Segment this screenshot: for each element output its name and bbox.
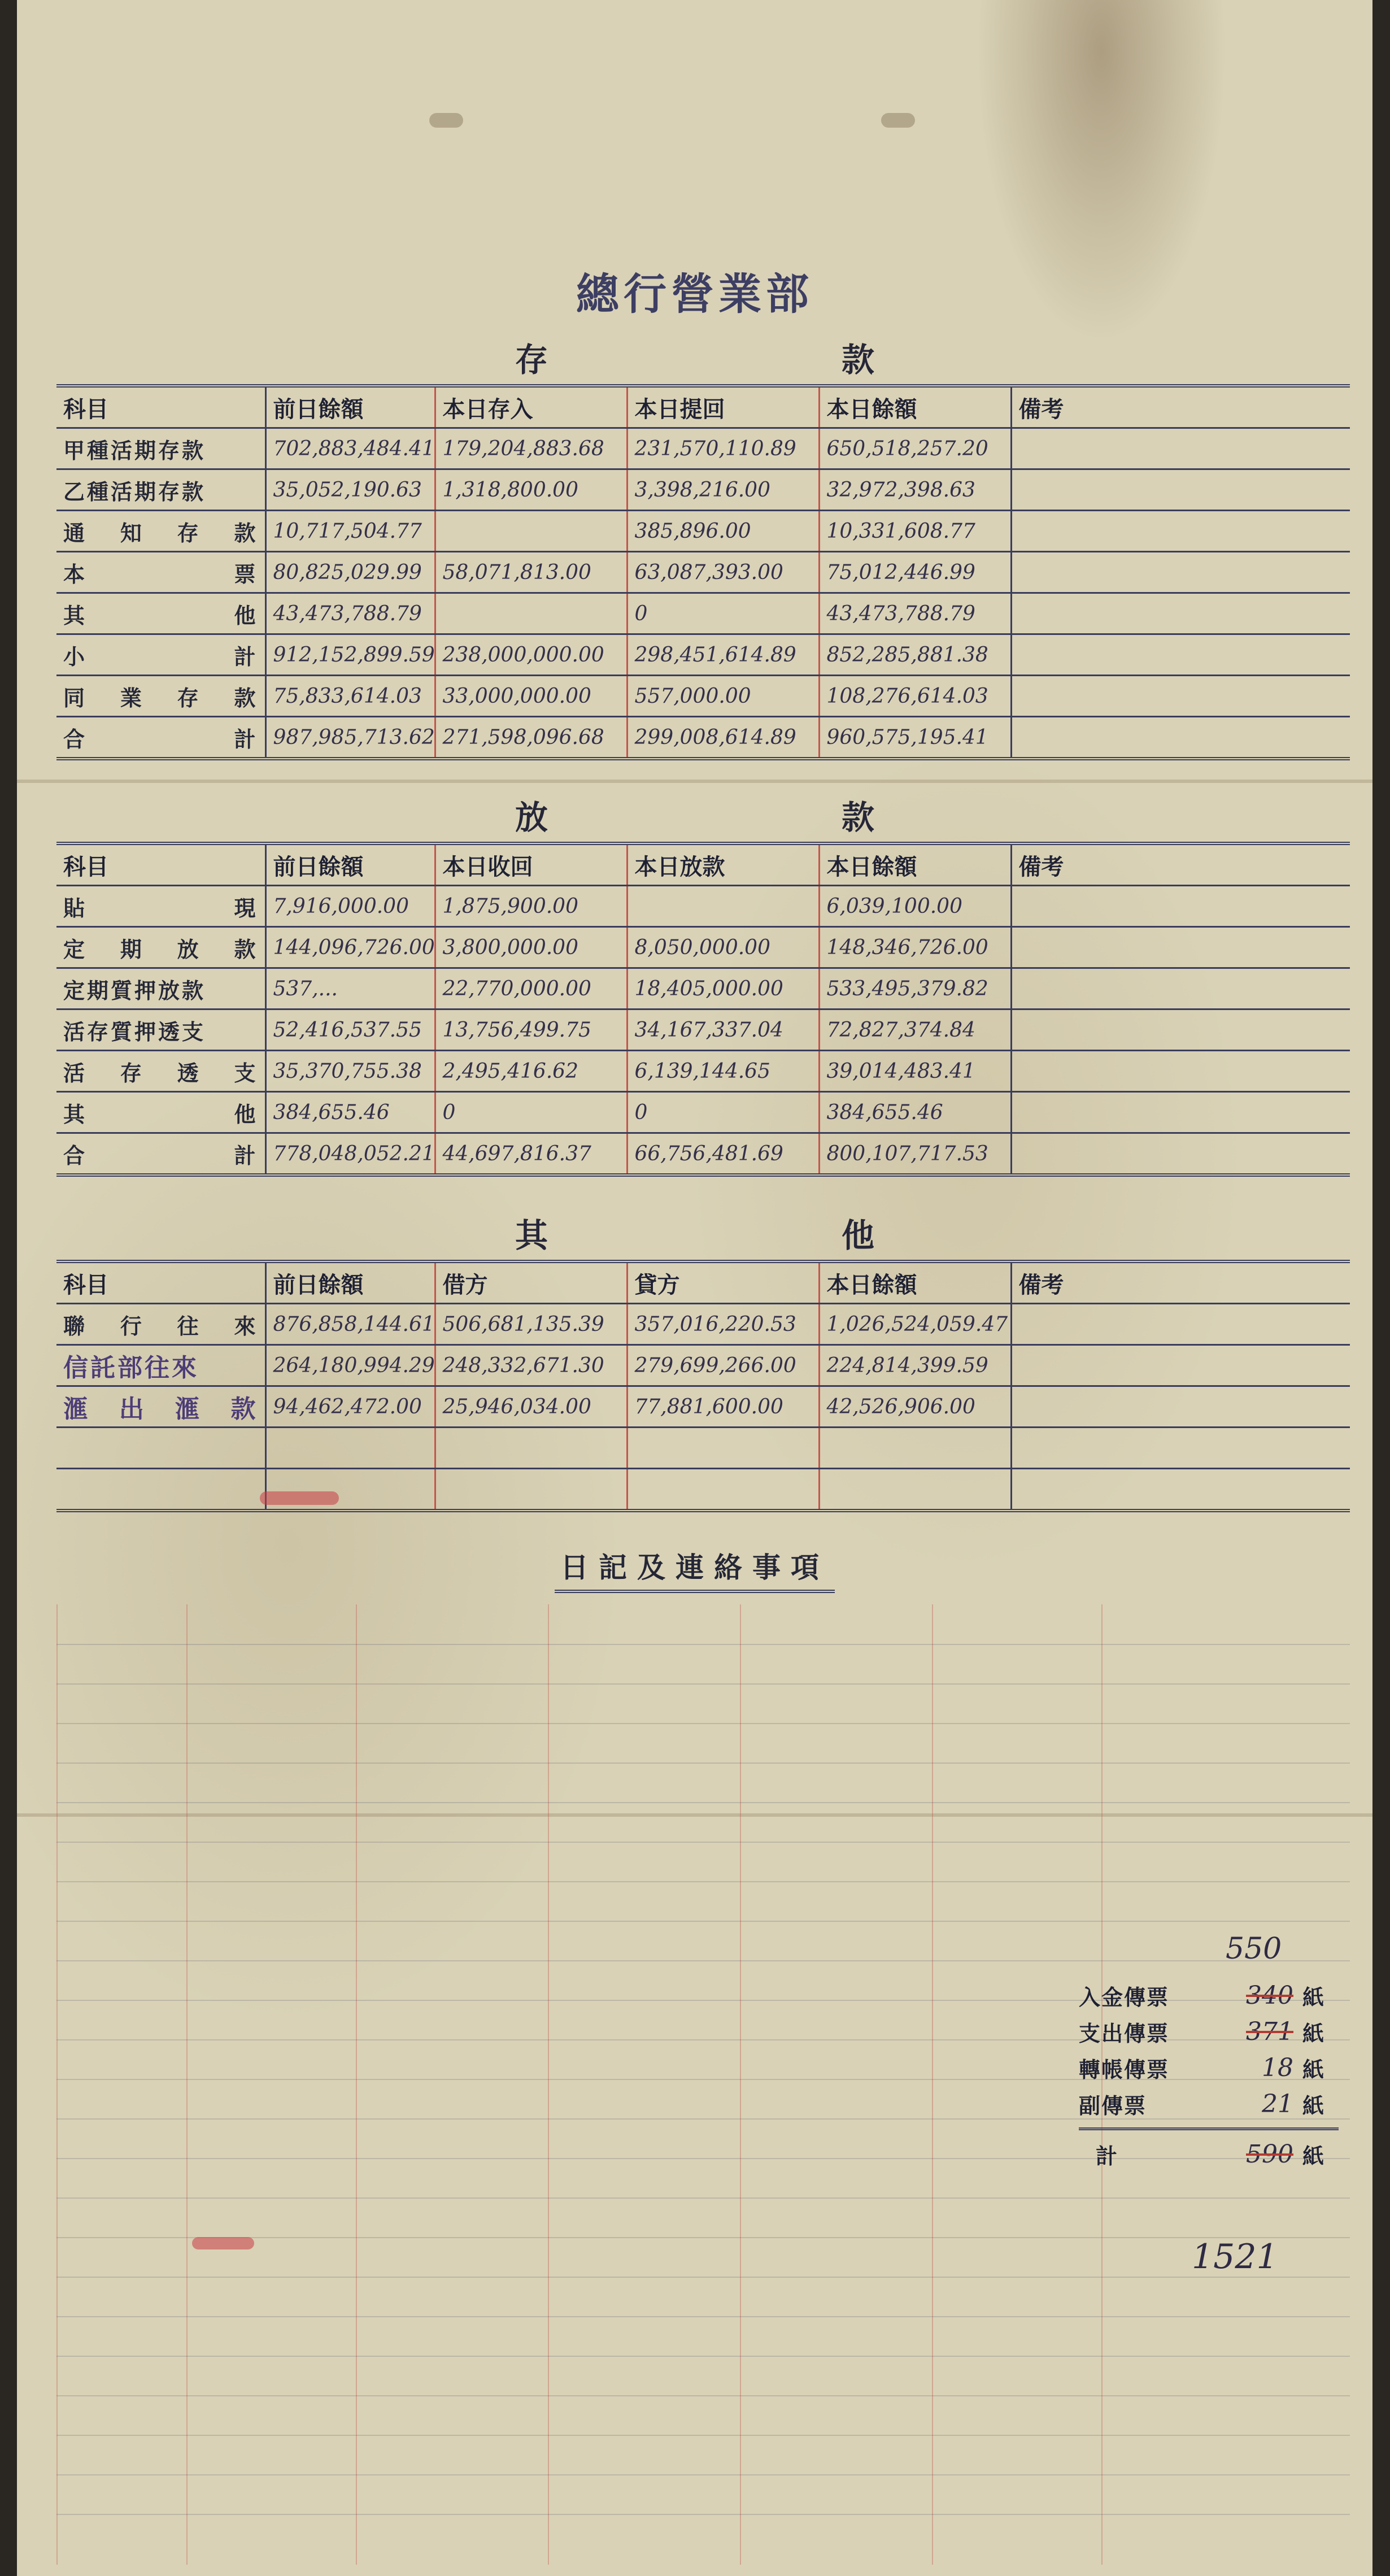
prev-balance: 35,052,190.63 xyxy=(265,469,435,511)
punch-hole xyxy=(429,113,463,128)
punch-hole xyxy=(881,113,915,128)
remarks xyxy=(1011,634,1350,676)
row-label: 同業存款 xyxy=(56,676,265,717)
remarks xyxy=(1011,593,1350,634)
deposit-in: 1,318,800.00 xyxy=(435,469,627,511)
deposit-out: 298,451,614.89 xyxy=(627,634,819,676)
loan-issued: 0 xyxy=(627,1092,819,1133)
balance: 148,346,726.00 xyxy=(819,927,1011,968)
loans-table xyxy=(56,842,1350,1177)
credit: 279,699,266.00 xyxy=(627,1345,819,1386)
row-label: 聯行往來 xyxy=(56,1304,265,1345)
table-row xyxy=(56,428,1350,469)
deposit-out: 3,398,216.00 xyxy=(627,469,819,511)
table-row xyxy=(56,1092,1350,1133)
row-label: 貼現 xyxy=(56,886,265,927)
table-row xyxy=(56,1051,1350,1092)
row-label: 小計 xyxy=(56,634,265,676)
debit-header: 借方 xyxy=(435,1261,627,1304)
prev-balance: 43,473,788.79 xyxy=(265,593,435,634)
row-label: 乙種活期存款 xyxy=(56,469,265,511)
table-row xyxy=(56,886,1350,927)
remarks-header: 備考 xyxy=(1011,1261,1350,1304)
row-label: 定期放款 xyxy=(56,927,265,968)
prev-balance: 702,883,484.41 xyxy=(265,428,435,469)
remarks xyxy=(1011,469,1350,511)
remarks xyxy=(1011,927,1350,968)
deposit-in-header: 本日存入 xyxy=(435,386,627,428)
prev-balance: 35,370,755.38 xyxy=(265,1051,435,1092)
deposits-table xyxy=(56,384,1350,760)
remarks-header: 備考 xyxy=(1011,386,1350,428)
balance: 533,495,379.82 xyxy=(819,968,1011,1009)
deposit-in: 179,204,883.68 xyxy=(435,428,627,469)
balance: 10,331,608.77 xyxy=(819,511,1011,552)
row-label: 通知存款 xyxy=(56,511,265,552)
paper-fold xyxy=(17,780,1372,783)
prev-balance: 912,152,899.59 xyxy=(265,634,435,676)
prev-balance: 94,462,472.00 xyxy=(265,1386,435,1428)
others-title: 其他 xyxy=(515,1216,1168,1255)
table-header-row xyxy=(56,386,1350,428)
loan-issued xyxy=(627,886,819,927)
row-label-stamped: 滙出滙款 xyxy=(56,1386,265,1428)
remarks xyxy=(1011,1133,1350,1176)
prev-balance: 144,096,726.00 xyxy=(265,927,435,968)
loan-issued: 66,756,481.69 xyxy=(627,1133,819,1176)
remarks xyxy=(1011,676,1350,717)
remarks xyxy=(1011,1092,1350,1133)
deposit-out: 0 xyxy=(627,593,819,634)
deposit-out: 557,000.00 xyxy=(627,676,819,717)
row-label: 合計 xyxy=(56,1133,265,1176)
table-row-empty xyxy=(56,1469,1350,1511)
subject-header: 科目 xyxy=(56,386,265,428)
table-row xyxy=(56,1009,1350,1051)
balance-header: 本日餘額 xyxy=(819,843,1011,886)
balance: 32,972,398.63 xyxy=(819,469,1011,511)
balance: 960,575,195.41 xyxy=(819,717,1011,759)
total-row xyxy=(56,1133,1350,1176)
row-label: 其他 xyxy=(56,593,265,634)
deposits-title: 存款 xyxy=(515,341,1168,379)
loan-repaid: 22,770,000.00 xyxy=(435,968,627,1009)
red-ink-mark xyxy=(192,2237,254,2249)
voucher-row: 入金傳票 340 紙 xyxy=(1079,1981,1324,2010)
prev-balance: 80,825,029.99 xyxy=(265,552,435,593)
loan-issued: 34,167,337.04 xyxy=(627,1009,819,1051)
row-label: 合計 xyxy=(56,717,265,759)
remarks xyxy=(1011,1386,1350,1428)
table-row xyxy=(56,552,1350,593)
total-row xyxy=(56,717,1350,759)
balance: 43,473,788.79 xyxy=(819,593,1011,634)
balance: 72,827,374.84 xyxy=(819,1009,1011,1051)
row-label: 活存透支 xyxy=(56,1051,265,1092)
remarks xyxy=(1011,428,1350,469)
table-header-row xyxy=(56,843,1350,886)
deposit-in: 33,000,000.00 xyxy=(435,676,627,717)
deposit-out: 63,087,393.00 xyxy=(627,552,819,593)
debit: 25,946,034.00 xyxy=(435,1386,627,1428)
voucher-top-note: 550 xyxy=(1226,1932,1282,1966)
deposit-out: 299,008,614.89 xyxy=(627,717,819,759)
remarks xyxy=(1011,511,1350,552)
row-label: 定期質押放款 xyxy=(56,968,265,1009)
credit: 357,016,220.53 xyxy=(627,1304,819,1345)
row-label: 其他 xyxy=(56,1092,265,1133)
prev-balance-header: 前日餘額 xyxy=(265,843,435,886)
loan-issued: 6,139,144.65 xyxy=(627,1051,819,1092)
debit: 506,681,135.39 xyxy=(435,1304,627,1345)
subject-header: 科目 xyxy=(56,843,265,886)
prev-balance: 7,916,000.00 xyxy=(265,886,435,927)
remarks xyxy=(1011,1345,1350,1386)
remarks xyxy=(1011,717,1350,759)
loan-issued: 8,050,000.00 xyxy=(627,927,819,968)
prev-balance: 52,416,537.55 xyxy=(265,1009,435,1051)
remarks xyxy=(1011,552,1350,593)
table-row xyxy=(56,676,1350,717)
loan-repaid: 3,800,000.00 xyxy=(435,927,627,968)
voucher-total-row: 計 590 紙 xyxy=(1079,2127,1339,2172)
remarks xyxy=(1011,886,1350,927)
table-row-empty xyxy=(56,1428,1350,1469)
credit-header: 貸方 xyxy=(627,1261,819,1304)
row-label: 甲種活期存款 xyxy=(56,428,265,469)
loan-repaid-header: 本日收回 xyxy=(435,843,627,886)
table-row xyxy=(56,1345,1350,1386)
remarks xyxy=(1011,1304,1350,1345)
deposit-in: 238,000,000.00 xyxy=(435,634,627,676)
prev-balance: 75,833,614.03 xyxy=(265,676,435,717)
balance: 224,814,399.59 xyxy=(819,1345,1011,1386)
balance: 75,012,446.99 xyxy=(819,552,1011,593)
credit: 77,881,600.00 xyxy=(627,1386,819,1428)
prev-balance: 987,985,713.62 xyxy=(265,717,435,759)
row-label: 本票 xyxy=(56,552,265,593)
remarks xyxy=(1011,968,1350,1009)
diary-title: 日記及連絡事項 xyxy=(17,1545,1372,1586)
others-table xyxy=(56,1260,1350,1512)
deposit-out: 231,570,110.89 xyxy=(627,428,819,469)
prev-balance: 537,... xyxy=(265,968,435,1009)
prev-balance: 384,655.46 xyxy=(265,1092,435,1133)
subject-header: 科目 xyxy=(56,1261,265,1304)
row-label: 活存質押透支 xyxy=(56,1009,265,1051)
bureau-stamp: 總行營業部 xyxy=(576,269,813,319)
loan-repaid: 1,875,900.00 xyxy=(435,886,627,927)
balance: 650,518,257.20 xyxy=(819,428,1011,469)
table-row xyxy=(56,1304,1350,1345)
balance: 108,276,614.03 xyxy=(819,676,1011,717)
deposit-in xyxy=(435,593,627,634)
table-row xyxy=(56,634,1350,676)
balance: 6,039,100.00 xyxy=(819,886,1011,927)
voucher-row: 轉帳傳票 18 紙 xyxy=(1079,2053,1324,2082)
balance: 800,107,717.53 xyxy=(819,1133,1011,1176)
prev-balance: 264,180,994.29 xyxy=(265,1345,435,1386)
loan-repaid: 2,495,416.62 xyxy=(435,1051,627,1092)
loan-repaid: 44,697,816.37 xyxy=(435,1133,627,1176)
deposit-out-header: 本日提回 xyxy=(627,386,819,428)
ledger-sheet xyxy=(17,0,1372,2576)
loans-title: 放款 xyxy=(515,798,1168,837)
row-label-stamped: 信託部往來 xyxy=(56,1345,265,1386)
red-ink-mark xyxy=(260,1491,339,1505)
table-row xyxy=(56,1386,1350,1428)
remarks xyxy=(1011,1009,1350,1051)
deposit-in xyxy=(435,511,627,552)
balance-header: 本日餘額 xyxy=(819,1261,1011,1304)
balance-header: 本日餘額 xyxy=(819,386,1011,428)
deposit-in: 271,598,096.68 xyxy=(435,717,627,759)
balance: 852,285,881.38 xyxy=(819,634,1011,676)
table-row xyxy=(56,593,1350,634)
prev-balance: 778,048,052.21 xyxy=(265,1133,435,1176)
loan-issued: 18,405,000.00 xyxy=(627,968,819,1009)
voucher-row: 支出傳票 371 紙 xyxy=(1079,2017,1324,2046)
voucher-summary xyxy=(1079,1932,1339,2277)
balance: 42,526,906.00 xyxy=(819,1386,1011,1428)
prev-balance-header: 前日餘額 xyxy=(265,1261,435,1304)
loan-repaid: 13,756,499.75 xyxy=(435,1009,627,1051)
voucher-bottom-note: 1521 xyxy=(1192,2237,1278,2277)
loan-issued-header: 本日放款 xyxy=(627,843,819,886)
prev-balance: 10,717,504.77 xyxy=(265,511,435,552)
loan-repaid: 0 xyxy=(435,1092,627,1133)
balance: 39,014,483.41 xyxy=(819,1051,1011,1092)
remarks-header: 備考 xyxy=(1011,843,1350,886)
table-header-row xyxy=(56,1261,1350,1304)
table-row xyxy=(56,469,1350,511)
table-row xyxy=(56,511,1350,552)
remarks xyxy=(1011,1051,1350,1092)
balance: 384,655.46 xyxy=(819,1092,1011,1133)
prev-balance-header: 前日餘額 xyxy=(265,386,435,428)
deposit-out: 385,896.00 xyxy=(627,511,819,552)
balance: 1,026,524,059.47 xyxy=(819,1304,1011,1345)
prev-balance: 876,858,144.61 xyxy=(265,1304,435,1345)
table-row xyxy=(56,968,1350,1009)
voucher-row: 副傳票 21 紙 xyxy=(1079,2089,1324,2118)
debit: 248,332,671.30 xyxy=(435,1345,627,1386)
deposit-in: 58,071,813.00 xyxy=(435,552,627,593)
table-row xyxy=(56,927,1350,968)
